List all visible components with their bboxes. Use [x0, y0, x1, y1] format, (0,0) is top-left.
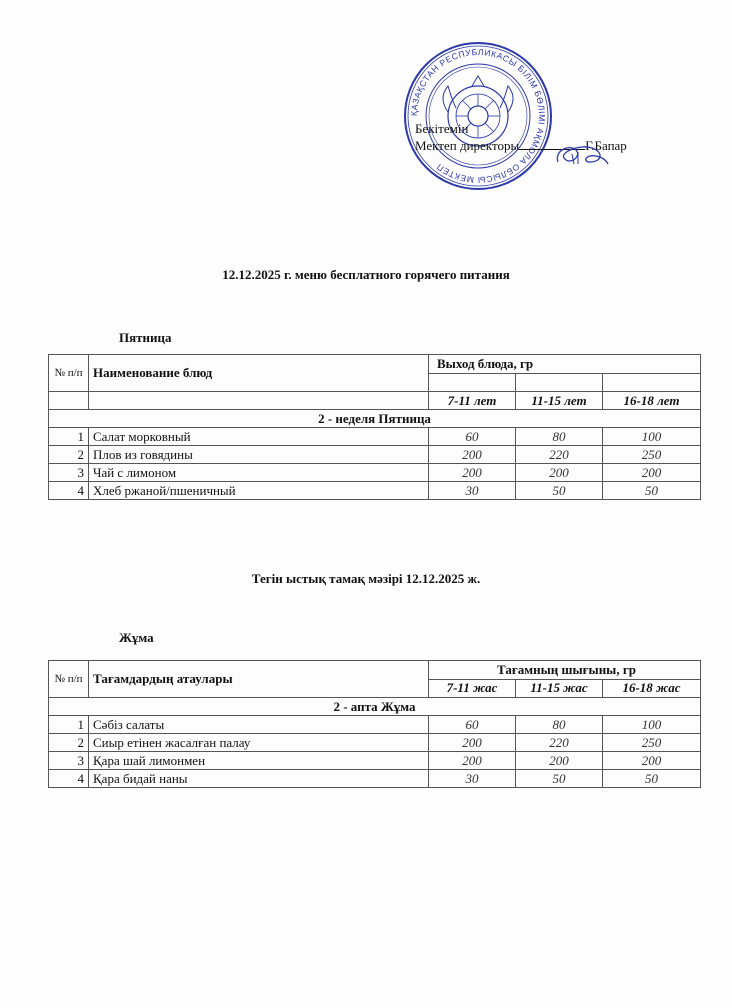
table-row [49, 446, 701, 464]
table-row [49, 716, 701, 734]
stamp-text: ҚАЗАҚСТАН РЕСПУБЛИКАСЫ БІЛІМ БӨЛІМІ АҚМОЛА ОБЛЫСЫ МЕКТЕП [408, 46, 548, 186]
age-header: 16-18 лет [603, 392, 701, 410]
table-row [49, 770, 701, 788]
portion-value: 200 [429, 734, 516, 752]
portion-value: 100 [603, 428, 701, 446]
dish-name: Чай с лимоном [89, 464, 429, 482]
empty-cell [429, 373, 516, 392]
age-header: 7-11 жас [429, 679, 516, 698]
dish-name: Салат морковный [89, 428, 429, 446]
col-num-header: № п/п [49, 661, 89, 698]
portion-value: 200 [429, 752, 516, 770]
portion-value: 30 [429, 770, 516, 788]
menu-table-kz [48, 660, 701, 788]
menu-table-ru [48, 354, 701, 500]
menu-title-kz: Тегін ыстық тамақ мәзірі 12.12.2025 ж. [251, 571, 481, 586]
col-num-header: № п/п [49, 355, 89, 392]
row-number: 3 [49, 752, 89, 770]
row-number: 4 [49, 482, 89, 500]
age-header: 11-15 лет [516, 392, 603, 410]
col-name-header: Наименование блюд [89, 355, 429, 392]
week-label: 2 - апта Жұма [49, 698, 701, 716]
dish-name: Сиыр етінен жасалған палау [89, 734, 429, 752]
empty-cell [516, 373, 603, 392]
dish-name: Сәбіз салаты [89, 716, 429, 734]
portion-value: 250 [603, 446, 701, 464]
row-number: 2 [49, 446, 89, 464]
week-row [49, 410, 701, 428]
empty-cell [49, 392, 89, 410]
week-label: 2 - неделя Пятница [49, 410, 701, 428]
col-output-header: Тағамның шығыны, гр [429, 661, 701, 680]
col-name-header: Тағамдардың атаулары [89, 661, 429, 698]
table-row [49, 752, 701, 770]
week-row [49, 698, 701, 716]
handwritten-signature [552, 140, 610, 172]
portion-value: 30 [429, 482, 516, 500]
row-number: 2 [49, 734, 89, 752]
portion-value: 200 [603, 464, 701, 482]
age-header: 11-15 жас [516, 679, 603, 698]
age-header: 7-11 лет [429, 392, 516, 410]
table-row [49, 734, 701, 752]
dish-name: Қара бидай наны [89, 770, 429, 788]
dish-name: Плов из говядины [89, 446, 429, 464]
portion-value: 80 [516, 716, 603, 734]
table-header-row [49, 355, 701, 374]
portion-value: 200 [516, 752, 603, 770]
portion-value: 220 [516, 446, 603, 464]
portion-value: 80 [516, 428, 603, 446]
portion-value: 200 [516, 464, 603, 482]
portion-value: 200 [603, 752, 701, 770]
portion-value: 220 [516, 734, 603, 752]
portion-value: 50 [603, 482, 701, 500]
dish-name: Қара шай лимонмен [89, 752, 429, 770]
day-label-ru: Пятница [119, 330, 172, 345]
dish-name: Хлеб ржаной/пшеничный [89, 482, 429, 500]
portion-value: 50 [516, 770, 603, 788]
svg-text:ҚАЗАҚСТАН РЕСПУБЛИКАСЫ БІЛІМ Б [409, 47, 547, 185]
table-header-row [49, 661, 701, 680]
day-label-kz: Жұма [119, 630, 154, 645]
director-position: Мектеп директоры [415, 138, 520, 153]
portion-value: 200 [429, 464, 516, 482]
official-stamp [402, 40, 554, 192]
row-number: 4 [49, 770, 89, 788]
table-age-row [49, 392, 701, 410]
empty-cell [603, 373, 701, 392]
row-number: 1 [49, 428, 89, 446]
table-row [49, 482, 701, 500]
row-number: 3 [49, 464, 89, 482]
portion-value: 50 [603, 770, 701, 788]
portion-value: 60 [429, 428, 516, 446]
menu-title-ru: 12.12.2025 г. меню бесплатного горячего питания [222, 267, 510, 282]
table-row [49, 464, 701, 482]
approval-label: Бекітемін [415, 121, 469, 136]
portion-value: 200 [429, 446, 516, 464]
table-row [49, 428, 701, 446]
portion-value: 100 [603, 716, 701, 734]
portion-value: 250 [603, 734, 701, 752]
row-number: 1 [49, 716, 89, 734]
empty-cell [89, 392, 429, 410]
portion-value: 50 [516, 482, 603, 500]
col-output-header: Выход блюда, гр [429, 355, 701, 374]
age-header: 16-18 жас [603, 679, 701, 698]
director-name: Г.Бапар [585, 138, 627, 153]
portion-value: 60 [429, 716, 516, 734]
